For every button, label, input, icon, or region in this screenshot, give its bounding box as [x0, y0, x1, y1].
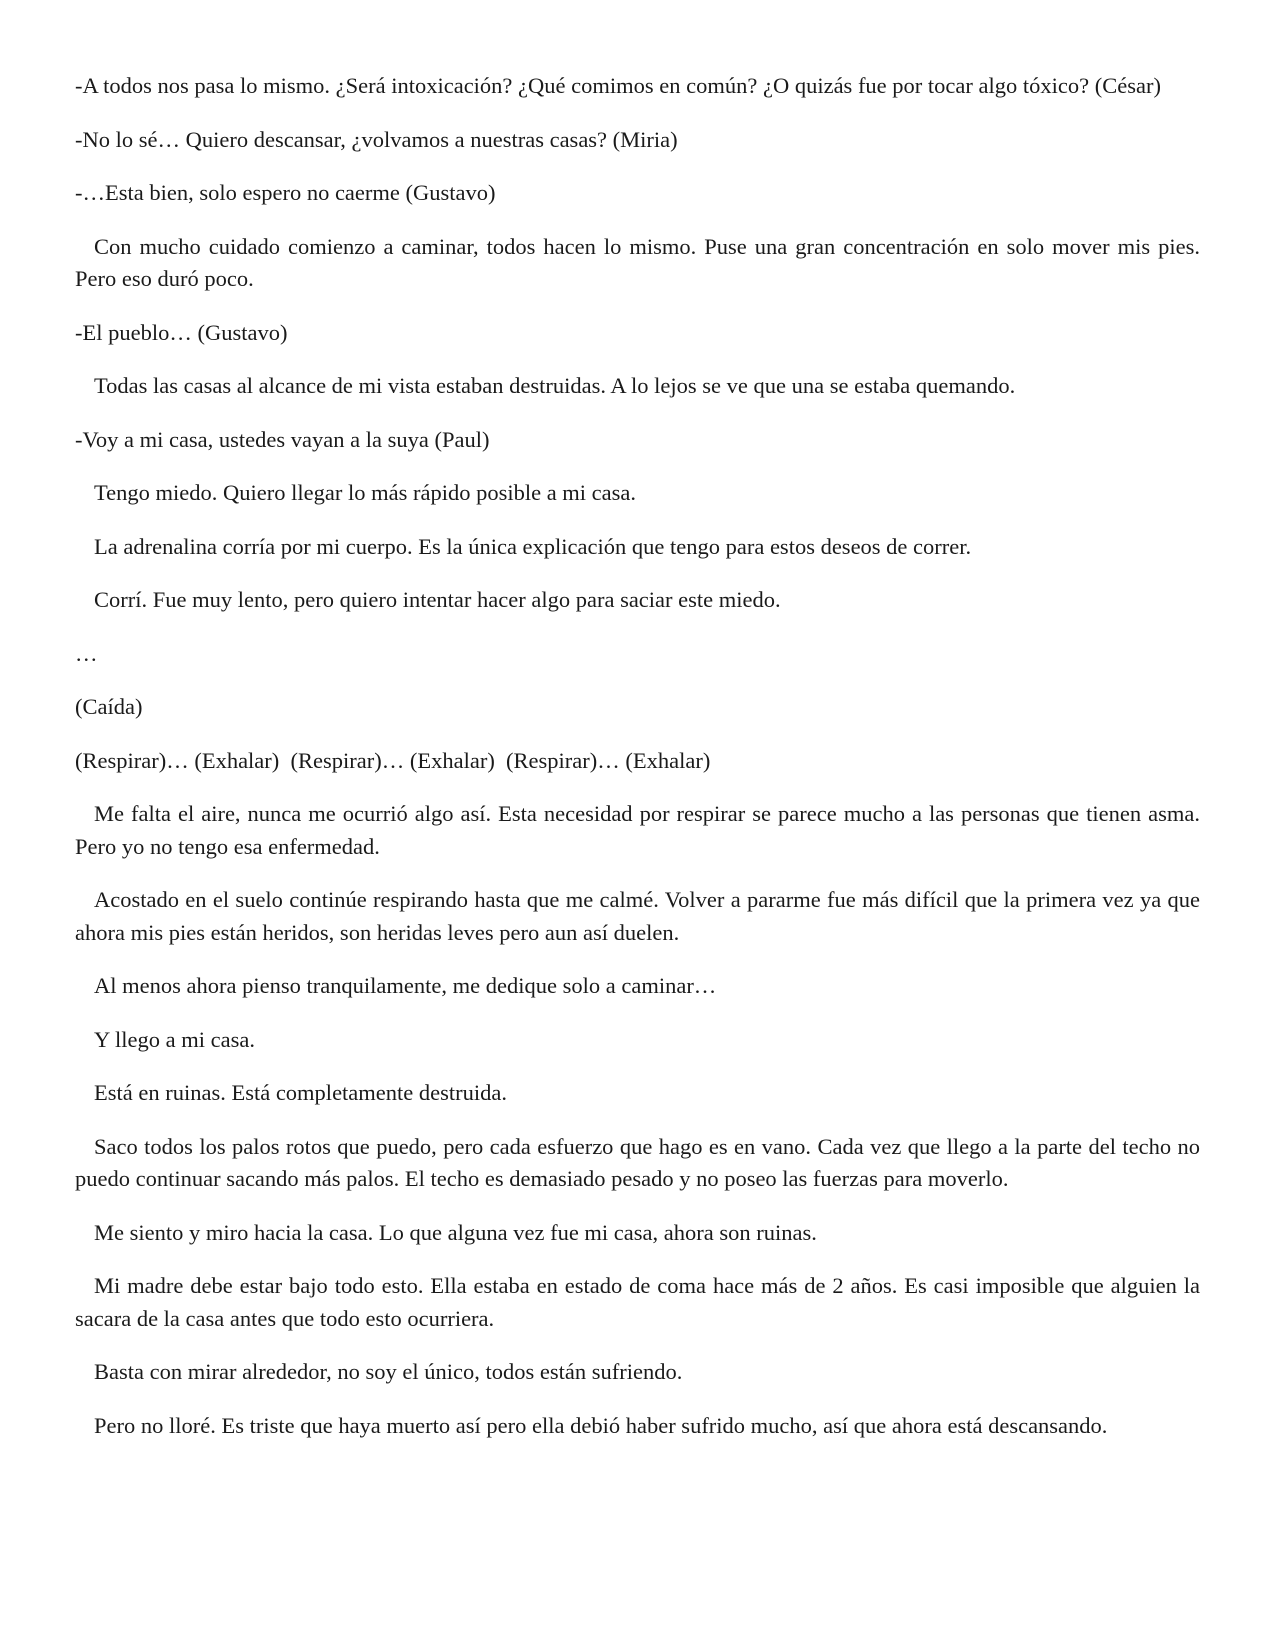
dialogue-line: -El pueblo… (Gustavo): [75, 319, 288, 345]
narrative-paragraph: Me siento y miro hacia la casa. Lo que alguna vez fue mi casa, ahora son ruinas.: [94, 1219, 817, 1245]
narrative-paragraph: Mi madre debe estar bajo todo esto. Ella estaba en estado de coma hace más de 2 años. Es casi imposible que alguien la sacara de la casa antes que todo esto ocurriera.: [75, 1273, 1200, 1331]
sound-effect-line: (Caída): [75, 694, 143, 719]
dialogue-line: -Voy a mi casa, ustedes vayan a la suya (Paul): [75, 426, 490, 452]
narrative-paragraph: Corrí. Fue muy lento, pero quiero intentar hacer algo para saciar este miedo.: [94, 587, 781, 612]
narrative-paragraph: Me falta el aire, nunca me ocurrió algo así. Esta necesidad por respirar se parece mucho a las personas que tienen asma. Pero yo no tengo esa enfermedad.: [75, 801, 1200, 859]
narrative-paragraph: Pero no lloré. Es triste que haya muerto así pero ella debió haber sufrido mucho, así que ahora está descansando.: [94, 1412, 1108, 1438]
narrative-paragraph: Tengo miedo. Quiero llegar lo más rápido posible a mi casa.: [94, 480, 637, 505]
narrative-paragraph: Todas las casas al alcance de mi vista estaban destruidas. A lo lejos se ve que una se estaba quemando.: [94, 373, 1016, 398]
dialogue-line: -No lo sé… Quiero descansar, ¿volvamos a nuestras casas? (Miria): [75, 126, 678, 152]
dialogue-line: -A todos nos pasa lo mismo. ¿Será intoxicación? ¿Qué comimos en común? ¿O quizás fue por tocar algo tóxico? (César): [75, 73, 1161, 98]
narrative-paragraph: Está en ruinas. Está completamente destruida.: [94, 1080, 507, 1105]
narrative-paragraph: Basta con mirar alrededor, no soy el único, todos están sufriendo.: [94, 1359, 683, 1384]
narrative-paragraph: Saco todos los palos rotos que puedo, pero cada esfuerzo que hago es en vano. Cada vez que llego a la parte del techo no puedo continuar sacando más palos. El techo es demasiado pesado y no poseo las fuerzas para moverlo.: [75, 1133, 1200, 1191]
narrative-paragraph: Acostado en el suelo continúe respirando hasta que me calmé. Volver a pararme fue más difícil que la primera vez ya que ahora mis pies están heridos, son heridas leves pero aun así duelen.: [75, 887, 1200, 945]
ellipsis-line: …: [75, 640, 98, 666]
narrative-paragraph: Y llego a mi casa.: [94, 1026, 255, 1052]
sound-effect-line: (Respirar)… (Exhalar) (Respirar)… (Exhalar) (Respirar)… (Exhalar): [75, 747, 711, 773]
narrative-paragraph: Con mucho cuidado comienzo a caminar, todos hacen lo mismo. Puse una gran concentración en solo mover mis pies. Pero eso duró poco.: [75, 233, 1200, 291]
narrative-paragraph: Al menos ahora pienso tranquilamente, me dedique solo a caminar…: [94, 973, 717, 998]
dialogue-line: -…Esta bien, solo espero no caerme (Gustavo): [75, 180, 496, 205]
document-page: [75, 70, 1200, 1463]
narrative-paragraph: La adrenalina corría por mi cuerpo. Es la única explicación que tengo para estos deseos de correr.: [94, 533, 972, 559]
